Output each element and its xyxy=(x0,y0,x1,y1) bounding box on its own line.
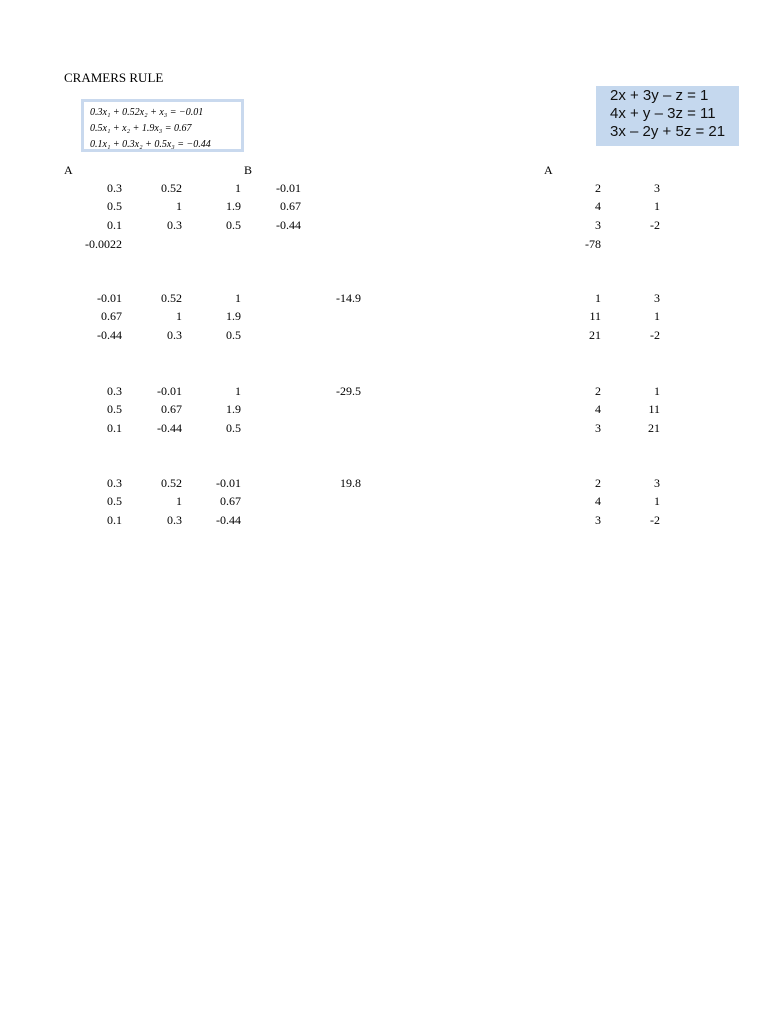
matrix-cell: 0.67 xyxy=(220,494,241,508)
matrix-cell: -0.44 xyxy=(157,421,182,435)
matrix-cell: -0.01 xyxy=(97,291,122,305)
matrix-cell: 3 xyxy=(595,513,601,527)
vector-b-cell: -0.44 xyxy=(276,218,301,232)
matrix-cell: 4 xyxy=(595,199,601,213)
cramer-result: -29.5 xyxy=(336,384,361,398)
matrix-cell: 1 xyxy=(235,181,241,195)
matrix-cell: 2 xyxy=(595,181,601,195)
cramer-result: 19.8 xyxy=(340,476,361,490)
matrix-cell: 1 xyxy=(654,309,660,323)
matrix-cell: 1 xyxy=(235,291,241,305)
matrix-cell: -0.44 xyxy=(216,513,241,527)
label-a-left: A xyxy=(64,163,73,177)
matrix-cell: 0.1 xyxy=(107,218,122,232)
matrix-cell: 3 xyxy=(654,181,660,195)
matrix-cell: -2 xyxy=(650,218,660,232)
vector-b-cell: 0.67 xyxy=(280,199,301,213)
determinant-value: -0.0022 xyxy=(85,237,122,251)
equation-line: 0.5x₁ + x₂ + 1.9x₃ = 0.67 xyxy=(90,123,192,134)
matrix-cell: 0.5 xyxy=(226,421,241,435)
equation-image-right xyxy=(596,86,739,146)
vector-b-cell: -0.01 xyxy=(276,181,301,195)
matrix-cell: 4 xyxy=(595,402,601,416)
matrix-cell: 0.5 xyxy=(226,328,241,342)
matrix-cell: 1 xyxy=(176,494,182,508)
matrix-cell: 1.9 xyxy=(226,402,241,416)
matrix-cell: 0.5 xyxy=(107,402,122,416)
matrix-cell: 3 xyxy=(654,291,660,305)
label-b: B xyxy=(244,163,253,177)
determinant-value: -78 xyxy=(585,237,601,251)
matrix-cell: -2 xyxy=(650,328,660,342)
matrix-cell: 0.1 xyxy=(107,513,122,527)
equation-line: 2x + 3y – z = 1 xyxy=(610,87,709,104)
matrix-cell: 2 xyxy=(595,476,601,490)
matrix-cell: 1 xyxy=(176,199,182,213)
matrix-cell: 1 xyxy=(235,384,241,398)
matrix-cell: 0.67 xyxy=(161,402,182,416)
matrix-cell: 0.3 xyxy=(167,218,182,232)
matrix-cell: 0.67 xyxy=(101,309,122,323)
equation-line: 4x + y – 3z = 11 xyxy=(610,105,716,122)
matrix-cell: 0.5 xyxy=(107,199,122,213)
matrix-cell: 0.5 xyxy=(107,494,122,508)
matrix-cell: 1 xyxy=(654,199,660,213)
matrix-cell: 3 xyxy=(654,476,660,490)
matrix-cell: 0.52 xyxy=(161,476,182,490)
matrix-cell: 1 xyxy=(654,494,660,508)
matrix-cell: -0.01 xyxy=(216,476,241,490)
matrix-cell: -2 xyxy=(650,513,660,527)
matrix-cell: 0.3 xyxy=(167,328,182,342)
matrix-cell: -0.44 xyxy=(97,328,122,342)
matrix-cell: 1.9 xyxy=(226,309,241,323)
matrix-cell: 0.52 xyxy=(161,181,182,195)
matrix-cell: 1 xyxy=(176,309,182,323)
matrix-cell: 21 xyxy=(589,328,601,342)
matrix-cell: 1 xyxy=(654,384,660,398)
label-a-right: A xyxy=(544,163,553,177)
matrix-cell: 0.52 xyxy=(161,291,182,305)
matrix-cell: 0.3 xyxy=(107,384,122,398)
matrix-cell: 0.5 xyxy=(226,218,241,232)
matrix-cell: 3 xyxy=(595,218,601,232)
matrix-cell: 0.3 xyxy=(167,513,182,527)
matrix-cell: -0.01 xyxy=(157,384,182,398)
matrix-cell: 11 xyxy=(589,309,601,323)
matrix-cell: 1 xyxy=(595,291,601,305)
equation-line: 0.1x₁ + 0.3x₂ + 0.5x₃ = −0.44 xyxy=(90,139,211,150)
cramer-result: -14.9 xyxy=(336,291,361,305)
matrix-cell: 0.3 xyxy=(107,476,122,490)
matrix-cell: 1.9 xyxy=(226,199,241,213)
equation-image-left xyxy=(81,99,244,152)
matrix-cell: 21 xyxy=(648,421,660,435)
equation-line: 0.3x₁ + 0.52x₂ + x₃ = −0.01 xyxy=(90,107,204,118)
equation-line: 3x – 2y + 5z = 21 xyxy=(610,123,726,140)
matrix-cell: 0.1 xyxy=(107,421,122,435)
matrix-cell: 0.3 xyxy=(107,181,122,195)
matrix-cell: 3 xyxy=(595,421,601,435)
matrix-cell: 2 xyxy=(595,384,601,398)
matrix-cell: 4 xyxy=(595,494,601,508)
page-title: CRAMERS RULE xyxy=(64,70,164,85)
matrix-cell: 11 xyxy=(648,402,660,416)
